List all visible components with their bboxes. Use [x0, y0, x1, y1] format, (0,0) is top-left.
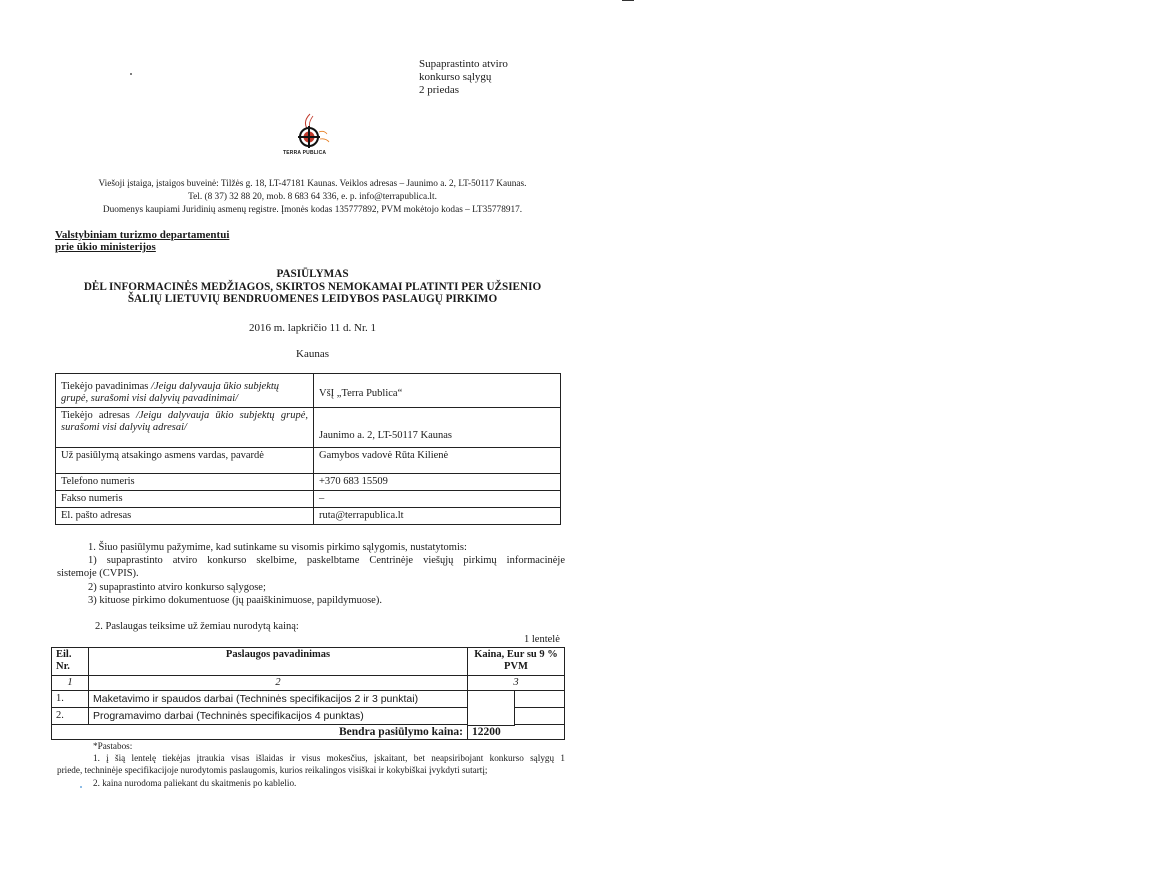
numbering-price: 3 — [468, 676, 565, 691]
price-table-numbering-row — [52, 676, 565, 691]
phone-value: +370 683 15509 — [314, 474, 561, 491]
scan-speck — [130, 73, 132, 75]
email-value: ruta@terrapublica.lt — [314, 508, 561, 525]
appendix-line-1: Supaprastinto atviro — [419, 58, 508, 70]
title-line-2: DĖL INFORMACINĖS MEDŽIAGOS, SKIRTOS NEMOKAMAI PLATINTI PER UŽSIENIO — [83, 280, 542, 293]
table-row — [56, 474, 561, 491]
table-row — [56, 374, 561, 408]
email-label: El. pašto adresas — [56, 508, 314, 525]
fax-label: Fakso numeris — [56, 491, 314, 508]
org-header-line-2: Tel. (8 37) 32 88 20, mob. 8 683 64 336, e. p. info@terrapublica.lt. — [188, 192, 437, 202]
phone-label: Telefono numeris — [56, 474, 314, 491]
note-1-line-2: priede, techninėje specifikacijoje nurodytomis paslaugomis, kurios reikalingos visiškai ir kokybiškai įvykdyti sutartį; — [57, 765, 488, 775]
total-label: Bendra pasiūlymo kaina: — [89, 725, 468, 740]
document-title — [40, 268, 585, 306]
recipient — [55, 229, 229, 253]
org-header-line-1: Viešoji įstaiga, įstaigos buveinė: Tilžės g. 18, LT-47181 Kaunas. Veiklos adresas – Jaunimo a. 2, LT-50117 Kaunas. — [98, 179, 527, 189]
title-line-3: ŠALIŲ LIETUVIŲ BENDRUOMENES LEIDYBOS PASLAUGŲ PIRKIMO — [127, 293, 498, 305]
row-1-name: Maketavimo ir spaudos darbai (Techninės specifikacijos 2 ir 3 punktai) — [89, 691, 468, 708]
header-nr: Eil. Nr. — [52, 648, 89, 676]
supplier-info-table — [55, 373, 561, 525]
supplier-name-value: VšĮ „Terra Publica“ — [314, 374, 561, 408]
row-1-nr: 1. — [52, 691, 89, 708]
price-table-header-row — [52, 648, 565, 676]
responsible-person-label: Už pasiūlymą atsakingo asmens vardas, pavardė — [56, 448, 314, 474]
date-line: 2016 m. lapkričio 11 d. Nr. 1 — [249, 322, 376, 334]
paragraph-1a-line-2: sistemoje (CVPIS). — [57, 568, 139, 579]
supplier-address-label: Tiekėjo adresas /Jeigu dalyvauja ūkio subjektų grupė, surašomi visi dalyvių adresai/ — [56, 408, 314, 448]
redaction-box — [467, 690, 515, 726]
paragraph-1c: 3) kituose pirkimo dokumentuose (jų paaiškinimuose, papildymuose). — [88, 595, 382, 606]
logo-text: TERRA PUBLICA — [283, 150, 327, 156]
table-row — [56, 448, 561, 474]
table-row — [56, 408, 561, 448]
supplier-name-label: Tiekėjo pavadinimas /Jeigu dalyvauja ūkio subjektų grupė, surašomi visi dalyvių pavadinimai/ — [56, 374, 314, 408]
scan-mark — [622, 0, 634, 1]
paragraph-1a-line-1: 1) supaprastinto atviro konkurso skelbime, paskelbtame Centrinėje viešųjų pirkimų informacinėje — [88, 555, 565, 566]
total-value: 12200 — [468, 725, 565, 740]
title-line-1: PASIŪLYMAS — [276, 268, 349, 280]
appendix-note — [419, 58, 508, 97]
appendix-line-3: 2 priedas — [419, 84, 460, 96]
row-2-nr: 2. — [52, 708, 89, 725]
note-2: 2. kaina nurodoma paliekant du skaitmenis po kablelio. — [93, 778, 297, 788]
scan-speck — [80, 786, 82, 788]
paragraph-1: 1. Šiuo pasiūlymu pažymime, kad sutinkame su visomis pirkimo sąlygomis, nustatytomis: — [88, 542, 467, 553]
fax-value: – — [314, 491, 561, 508]
table-row — [56, 508, 561, 525]
price-table-total-row — [52, 725, 565, 740]
recipient-line-2: prie ūkio ministerijos — [55, 241, 156, 253]
responsible-person-value: Gamybos vadovė Rūta Kilienė — [314, 448, 561, 474]
header-price: Kaina, Eur su 9 % PVM — [468, 648, 565, 676]
recipient-line-1: Valstybiniam turizmo departamentui — [55, 229, 230, 241]
notes-heading: *Pastabos: — [93, 741, 133, 751]
org-header-line-3: Duomenys kaupiami Juridinių asmenų registre. Įmonės kodas 135777892, PVM mokėtojo kodas – LT35778917. — [102, 205, 523, 215]
paragraph-1b: 2) supaprastinto atviro konkurso sąlygose; — [88, 582, 266, 593]
table-row — [56, 491, 561, 508]
numbering-name: 2 — [89, 676, 468, 691]
numbering-nr: 1 — [52, 676, 89, 691]
city: Kaunas — [296, 348, 329, 360]
paragraph-2: 2. Paslaugas teiksime už žemiau nurodytą kainą: — [95, 621, 299, 632]
appendix-line-2: konkurso sąlygų — [419, 71, 492, 83]
note-1-line-1: 1. į šią lentelę tiekėjas įtraukia visas išlaidas ir visus mokesčius, įskaitant, bet neapsiribojant konkurso sąlygų 1 — [93, 753, 565, 763]
header-service-name: Paslaugos pavadinimas — [89, 648, 468, 676]
table-caption: 1 lentelė — [524, 634, 560, 645]
row-2-name: Programavimo darbai (Techninės specifikacijos 4 punktas) — [89, 708, 468, 725]
supplier-address-value: Jaunimo a. 2, LT-50117 Kaunas — [314, 408, 561, 448]
